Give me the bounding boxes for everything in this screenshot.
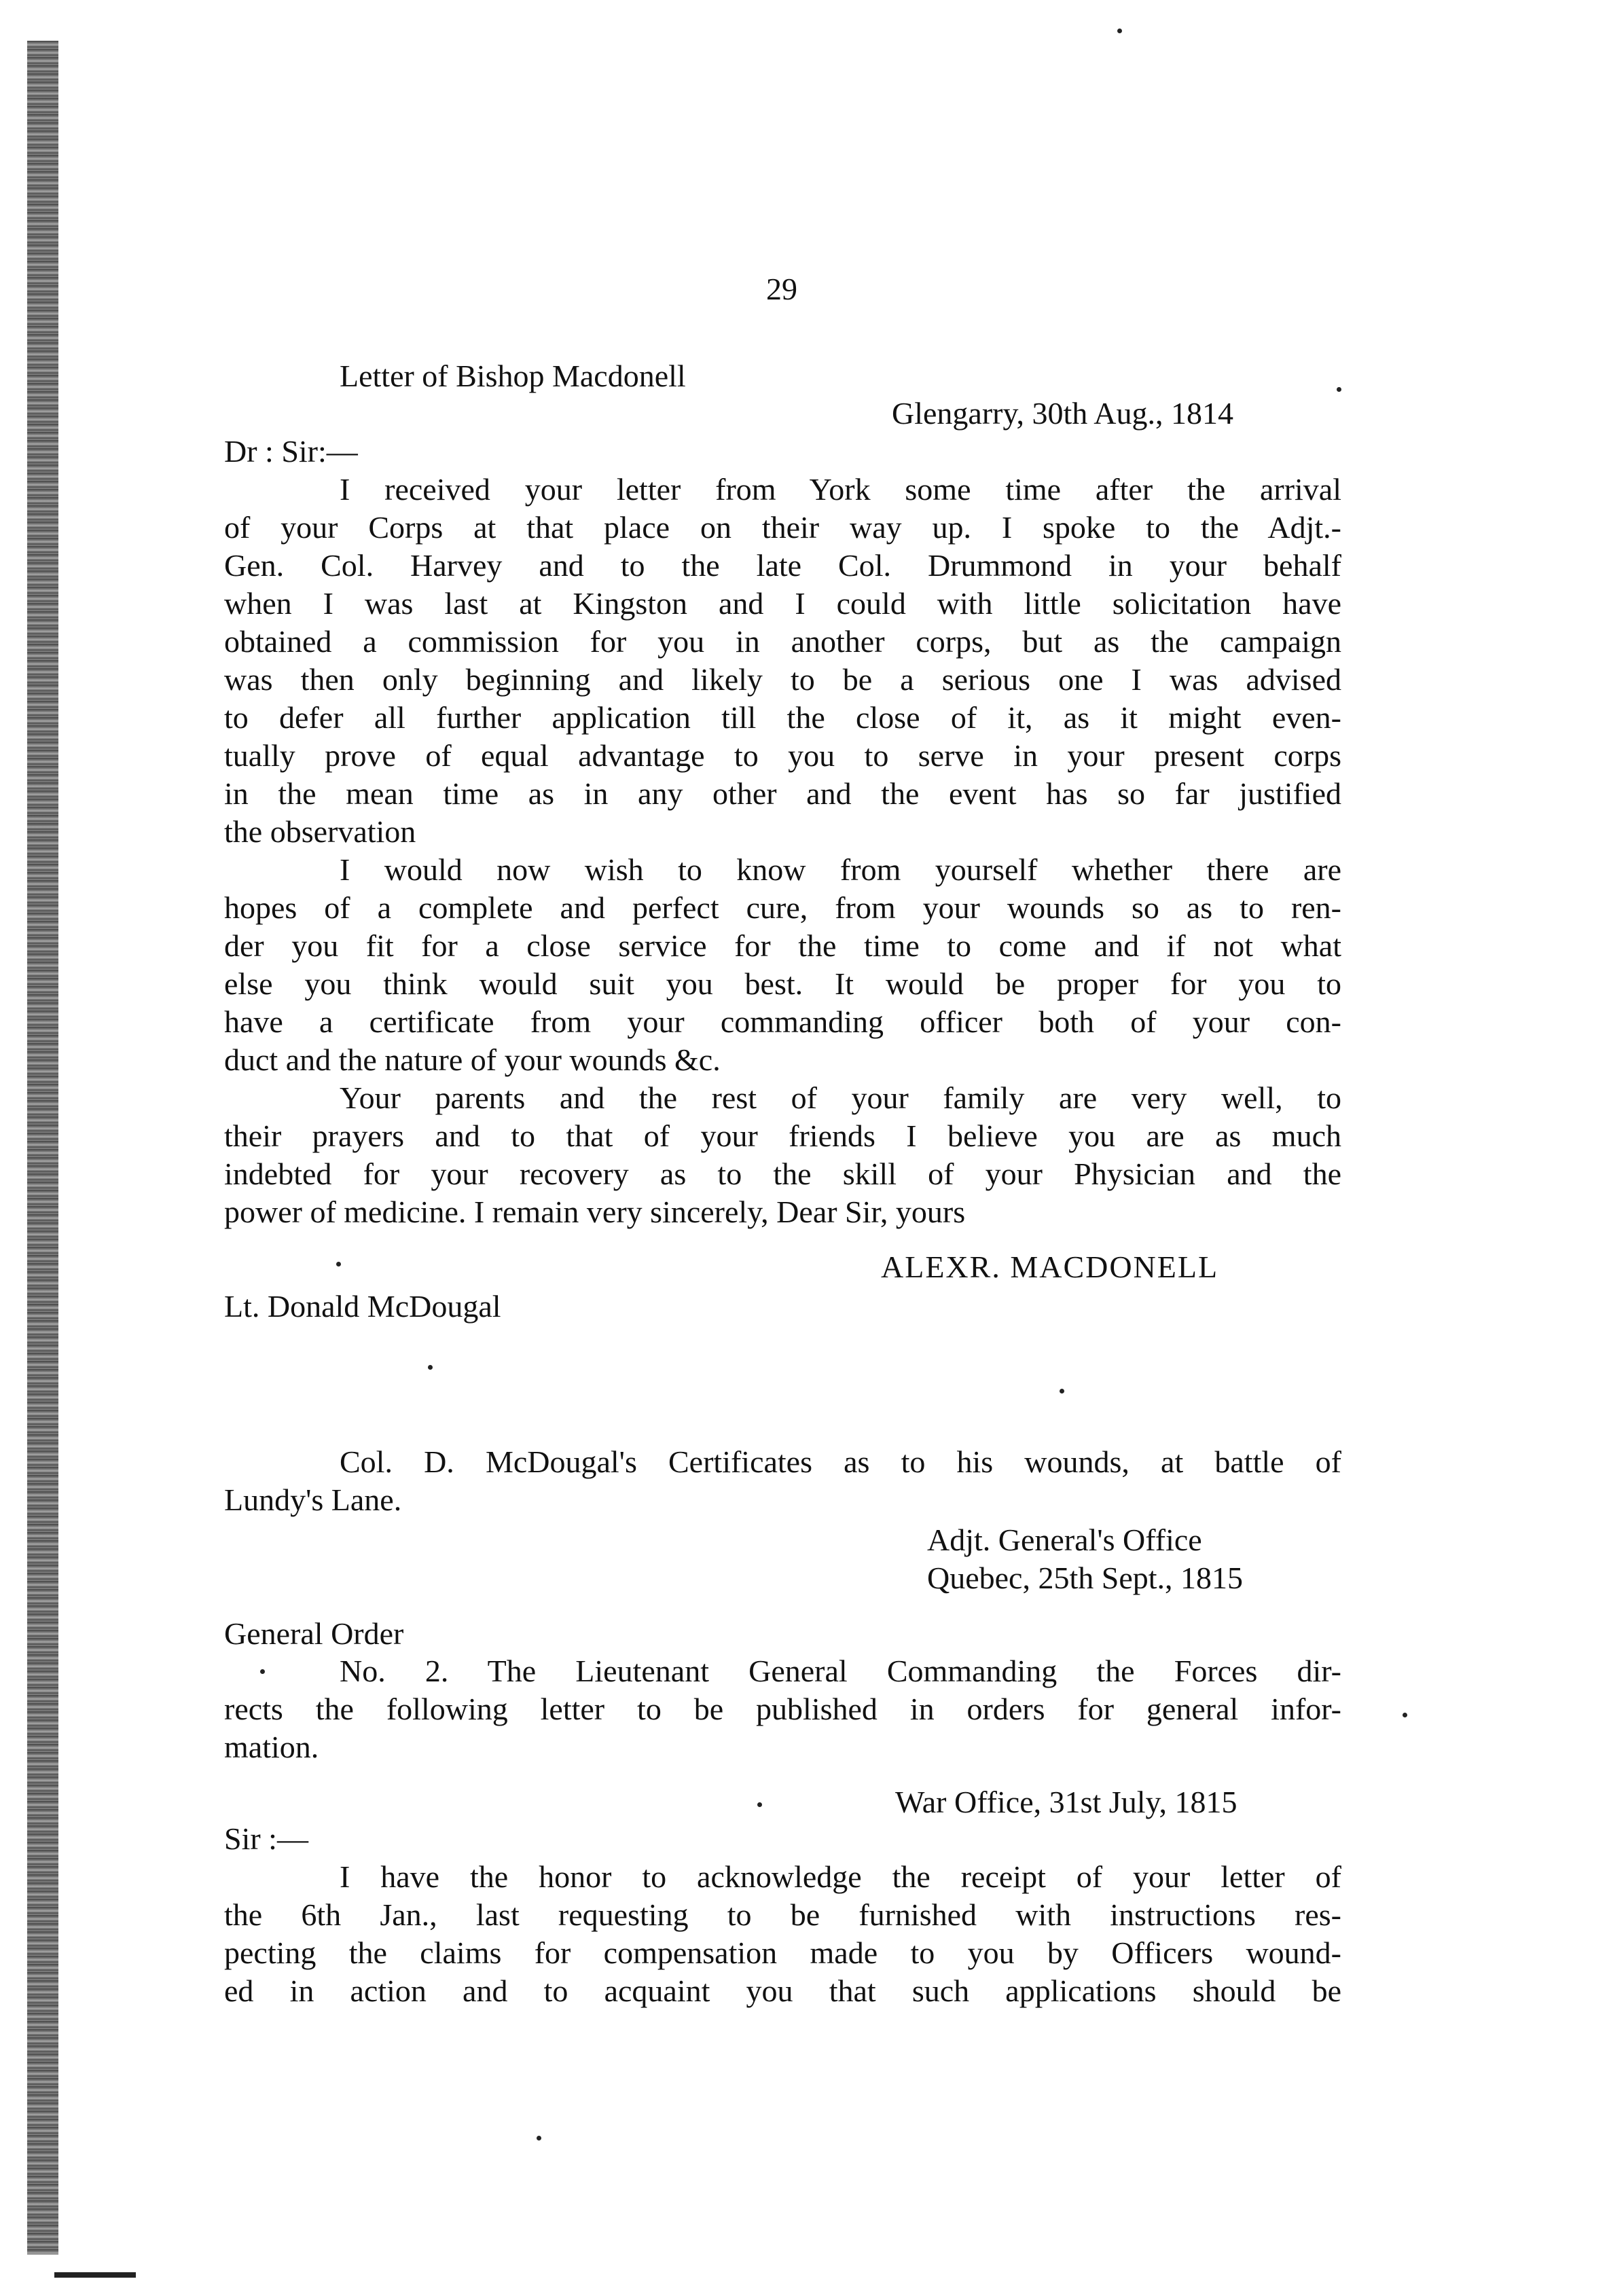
paragraph-line: hopes of a complete and perfect cure, from your wounds so as to ren- <box>224 890 1341 925</box>
letter-addressee: Lt. Donald McDougal <box>224 1289 501 1324</box>
body-line: I have the honor to acknowledge the receipt of your letter of <box>340 1859 1341 1894</box>
war-office-date: War Office, 31st July, 1815 <box>895 1785 1237 1819</box>
section-heading-line: Col. D. McDougal's Certificates as to his wounds, at battle of <box>340 1444 1341 1479</box>
paragraph-line: der you fit for a close service for the time to come and if not what <box>224 928 1341 963</box>
paragraph-line: in the mean time as in any other and the event has so far justified <box>224 776 1341 811</box>
letter-place-date: Glengarry, 30th Aug., 1814 <box>892 396 1233 431</box>
section-salutation: Sir :— <box>224 1821 308 1856</box>
paragraph-line: duct and the nature of your wounds &c. <box>224 1042 721 1077</box>
speck <box>1060 1389 1064 1393</box>
speck <box>336 1262 341 1267</box>
order-line: mation. <box>224 1730 319 1764</box>
paragraph-line: have a certificate from your commanding officer both of your con- <box>224 1004 1341 1039</box>
paragraph-line: Gen. Col. Harvey and to the late Col. Drummond in your behalf <box>224 548 1341 583</box>
paragraph-line: was then only beginning and likely to be a serious one I was advised <box>224 662 1341 697</box>
order-line: No. 2. The Lieutenant General Commanding the Forces dir- <box>340 1654 1341 1688</box>
body-line: pecting the claims for compensation made to you by Officers wound- <box>224 1935 1341 1970</box>
paragraph-line: indebted for your recovery as to the skill of your Physician and the <box>224 1156 1341 1191</box>
body-line: the 6th Jan., last requesting to be furnished with instructions res- <box>224 1897 1341 1932</box>
paragraph-line: obtained a commission for you in another corps, but as the campaign <box>224 624 1341 659</box>
paragraph-line: of your Corps at that place on their way up. I spoke to the Adjt.- <box>224 510 1341 545</box>
paragraph-line: when I was last at Kingston and I could with little solicitation have <box>224 586 1341 621</box>
speck <box>1403 1713 1407 1717</box>
paragraph-line: I would now wish to know from yourself whether there are <box>340 852 1341 887</box>
letter-heading: Letter of Bishop Macdonell <box>340 359 686 393</box>
binding-edge-tail <box>54 2272 136 2278</box>
general-order-heading: General Order <box>224 1616 404 1651</box>
paragraph-line: power of medicine. I remain very sincerely, Dear Sir, yours <box>224 1195 966 1229</box>
office-place-date: Quebec, 25th Sept., 1815 <box>927 1561 1244 1595</box>
page-binding-edge <box>27 41 58 2255</box>
paragraph-line: Your parents and the rest of your family are very well, to <box>340 1080 1341 1115</box>
paragraph-line: the observation <box>224 814 416 849</box>
page-number: 29 <box>766 272 797 306</box>
order-line: rects the following letter to be published in orders for general infor- <box>224 1692 1341 1726</box>
paragraph-line: tually prove of equal advantage to you to serve in your present corps <box>224 738 1341 773</box>
speck <box>757 1802 762 1807</box>
paragraph-line: to defer all further application till the close of it, as it might even- <box>224 700 1341 735</box>
section-heading-line: Lundy's Lane. <box>224 1482 402 1517</box>
speck <box>537 2136 541 2140</box>
speck <box>260 1669 265 1674</box>
office-name: Adjt. General's Office <box>927 1523 1202 1557</box>
paragraph-line: I received your letter from York some time after the arrival <box>340 472 1341 507</box>
paragraph-line: else you think would suit you best. It would be proper for you to <box>224 966 1341 1001</box>
letter-salutation: Dr : Sir:— <box>224 434 358 469</box>
speck <box>1337 387 1341 392</box>
letter-signature: ALEXR. MACDONELL <box>881 1250 1219 1284</box>
speck <box>428 1365 433 1370</box>
body-line: ed in action and to acquaint you that such applications should be <box>224 1973 1341 2008</box>
paragraph-line: their prayers and to that of your friends I believe you are as much <box>224 1118 1341 1153</box>
speck <box>1117 29 1122 33</box>
